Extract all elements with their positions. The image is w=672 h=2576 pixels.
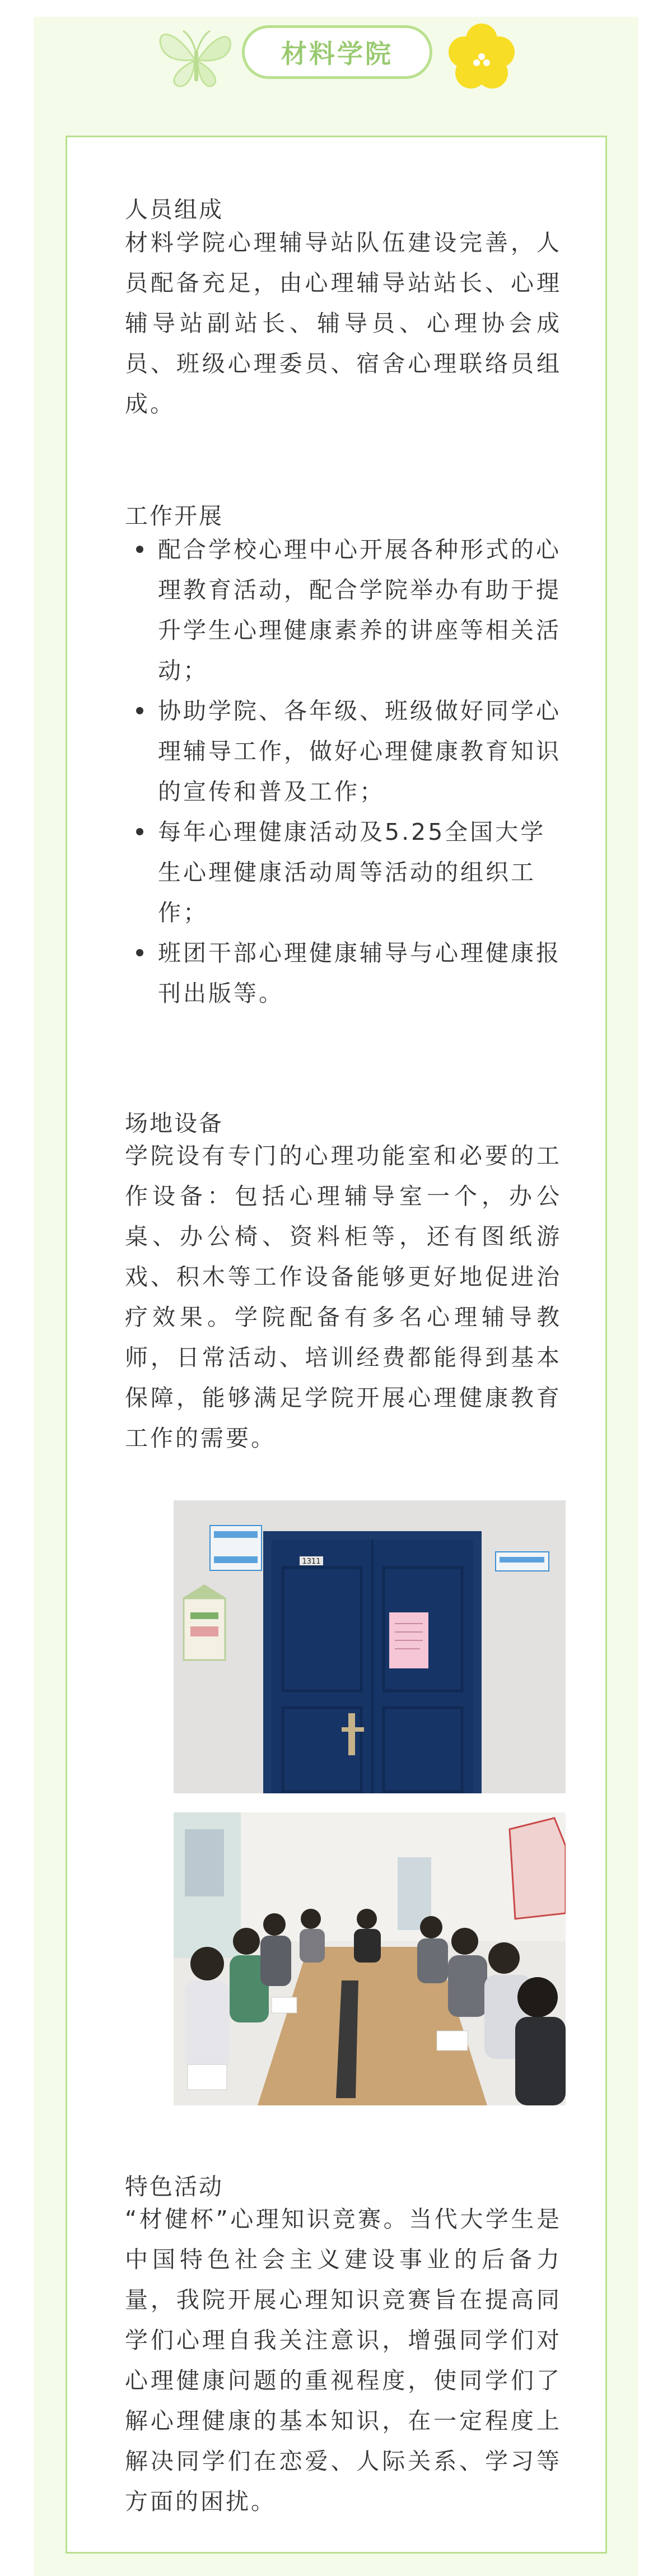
section-title-work: 工作开展 [125,503,223,529]
door-number: 1311 [302,1557,321,1566]
work-list [90,529,563,1013]
content-card [66,136,607,2554]
section-text-personnel: 材料学院心理辅导站队伍建设完善，人员配备充足，由心理辅导站站长、心理辅导站副站长、辅导员、心理协会成员、班级心理委员、宿舍心理联络员组成。 [125,229,562,417]
section-text-venue: 学院设有专门的心理功能室和必要的工作设备：包括心理辅导室一个，办公桌、办公椅、资料柜等，还有图纸游戏、积木等工作设备能够更好地促进治疗效果。学院配备有多名心理辅导教师，日常活动、培训经费都能得到基本保障，能够满足学院开展心理健康教育工作的需要。 [125,1142,562,1452]
page-background [34,17,638,2576]
list-item: 配合学校心理中心开展各种形式的心理教育活动，配合学院举办有助于提升学生心理健康素养的讲座等相关活动； [90,529,563,691]
list-item: 班团干部心理健康辅导与心理健康报刊出版等。 [90,933,563,1013]
header [34,17,638,106]
section-title-personnel: 人员组成 [125,196,223,223]
counseling-room-door-photo [174,1500,566,1793]
list-item: 协助学院、各年级、班级做好同学心理辅导工作，做好心理健康教育知识的宣传和普及工作； [90,691,563,812]
flower-icon [445,21,518,94]
section-text-feature: “材健杯”心理知识竞赛。当代大学生是中国特色社会主义建设事业的后备力量，我院开展心理知识竞赛旨在提高同学们心理自我关注意识，增强同学们对心理健康问题的重视程度，使同学们了解心理健康的基本知识，在一定程度上解决同学们在恋爱、人际关系、学习等方面的困扰。 [125,2206,562,2515]
section-title-venue: 场地设备 [125,1110,223,1137]
page-title: 材料学院 [242,25,432,79]
section-title-feature: 特色活动 [125,2173,223,2200]
group-meeting-photo [174,1812,566,2105]
butterfly-icon [154,20,238,92]
list-item: 每年心理健康活动及5.25全国大学生心理健康活动周等活动的组织工作； [90,812,563,933]
